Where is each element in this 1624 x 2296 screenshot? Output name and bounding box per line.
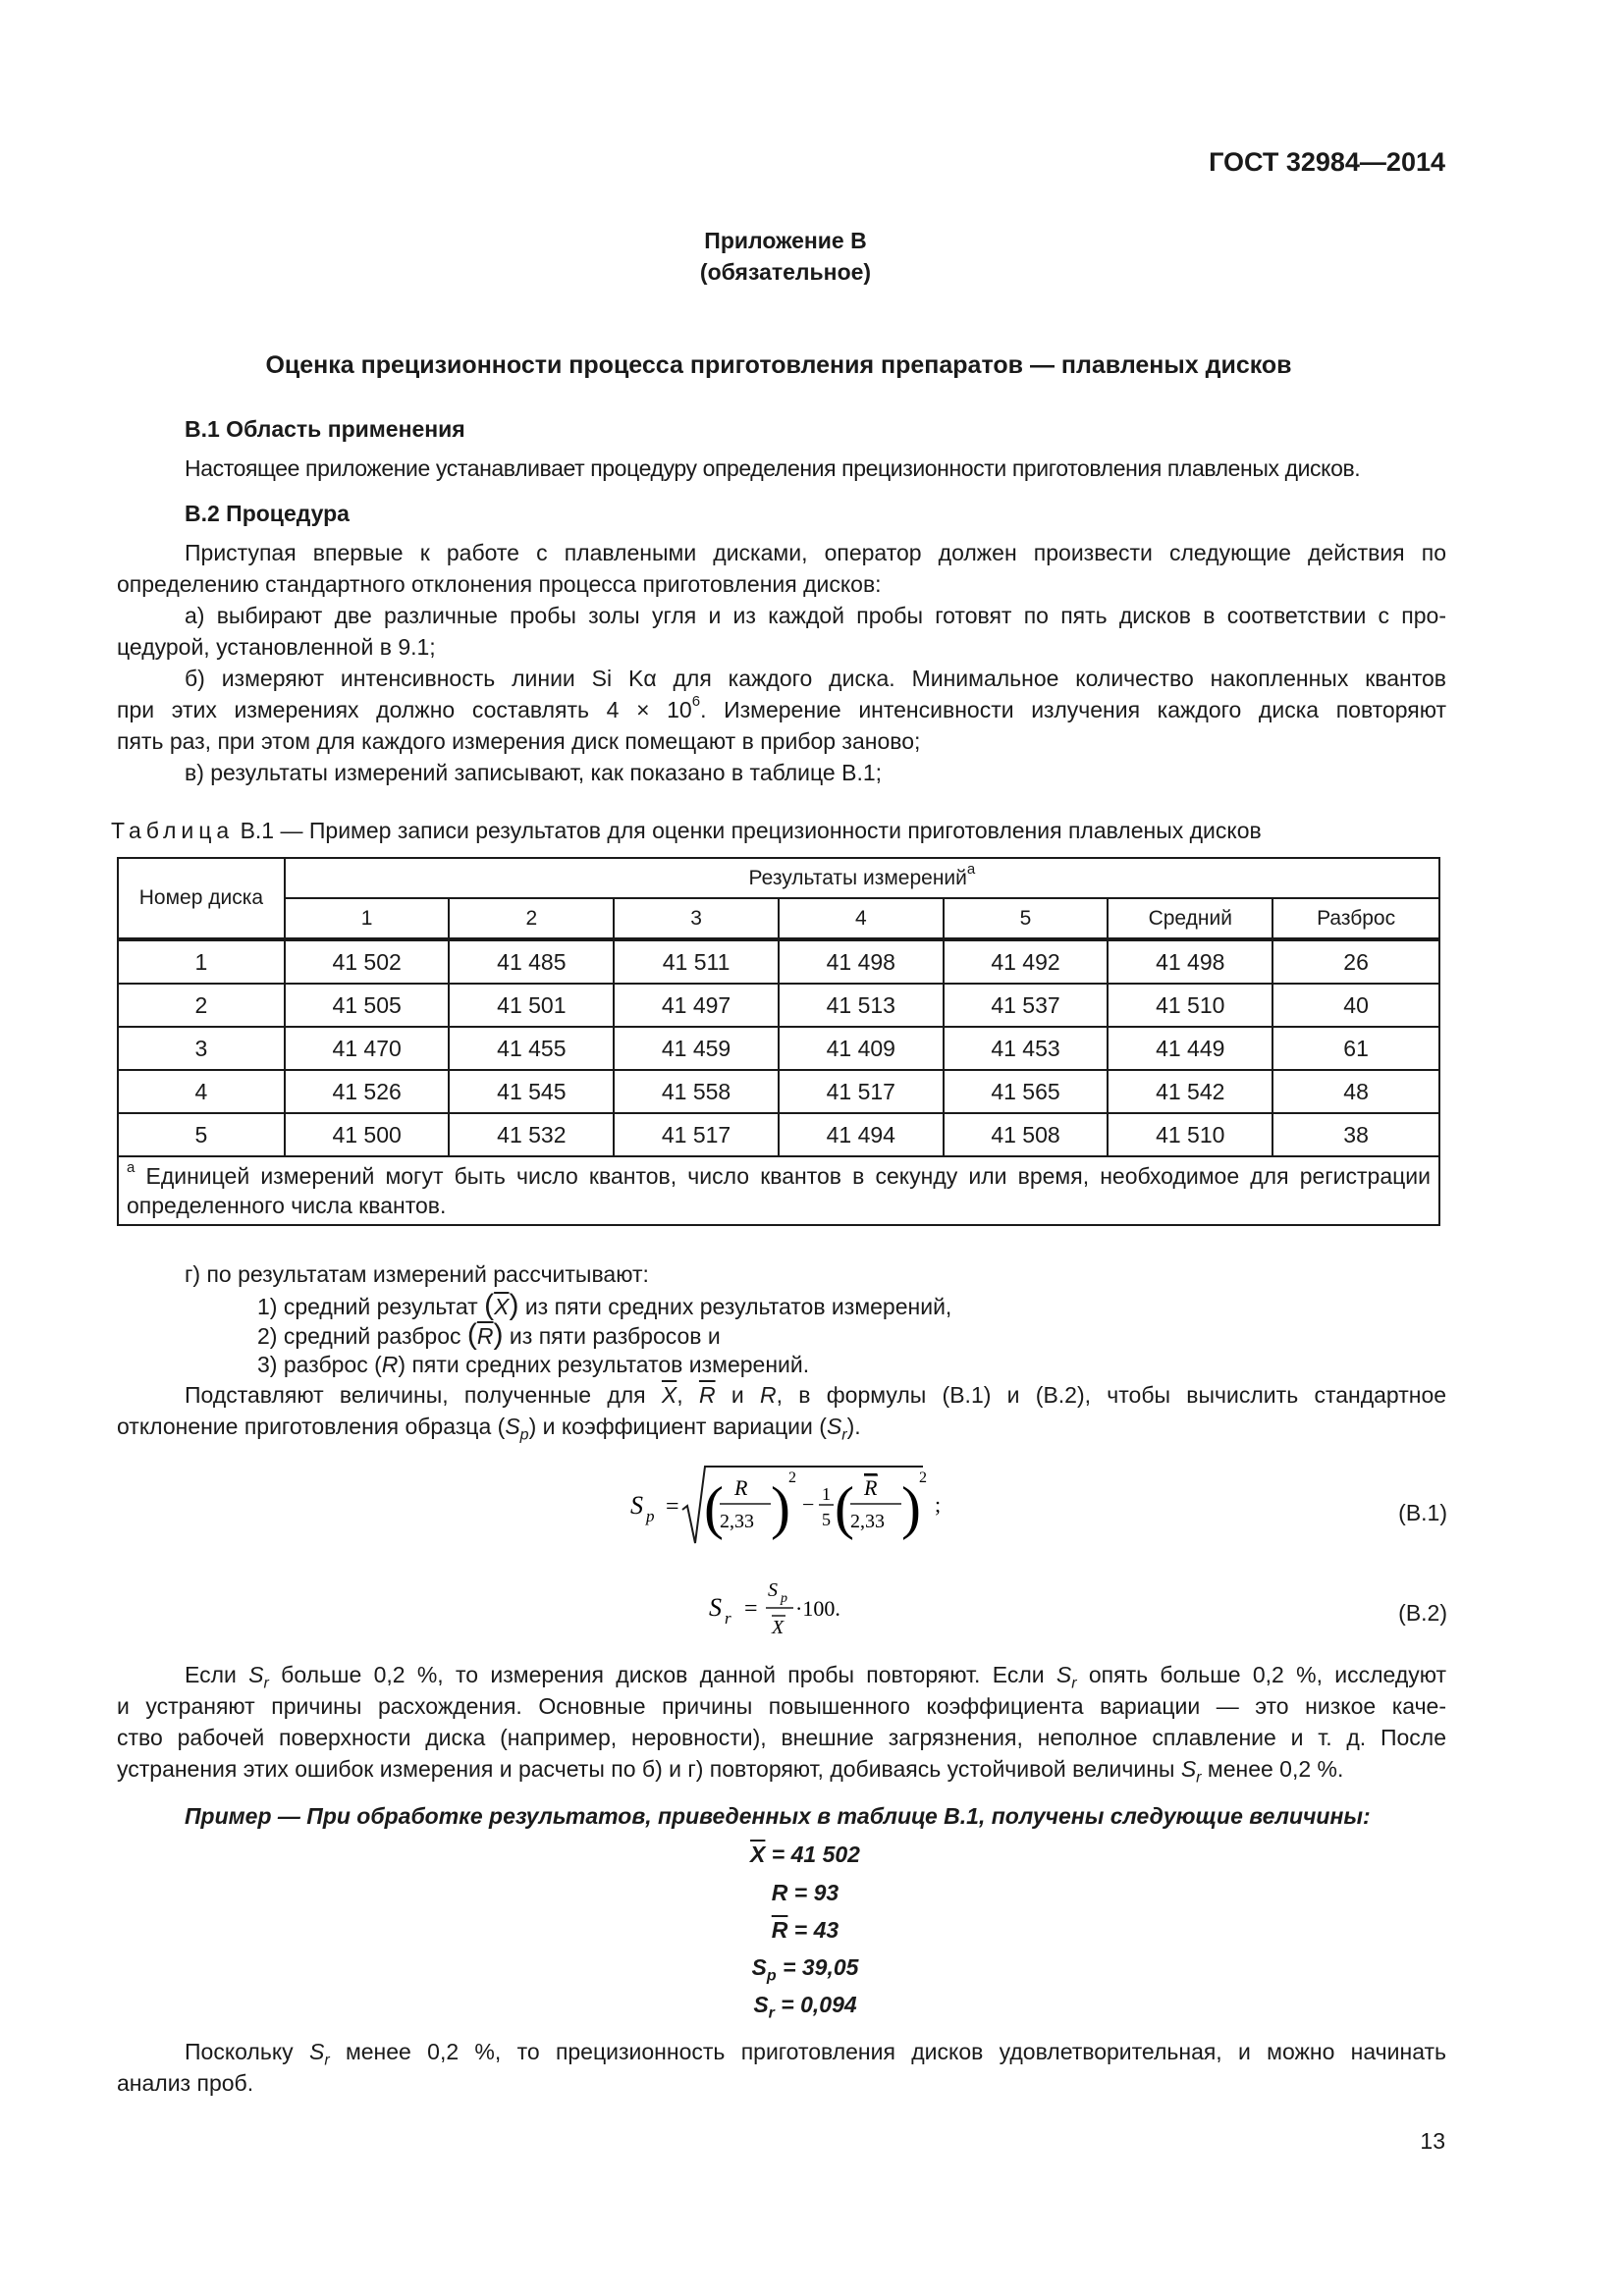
substitution-line-2: отклонение приготовления образца $(S_p)$ и коэффициент вариации $(S_r)$. xyxy=(117,1414,861,1444)
page-number: 13 xyxy=(1420,2128,1445,2154)
formula-b1-k-num: 1 xyxy=(822,1484,831,1504)
table-cell: 41 558 xyxy=(614,1070,779,1113)
item-g-2: 2) средний разброс $(\overline{R})$ из пяти разбросов и xyxy=(257,1318,721,1351)
formula-b1-den2: 2,33 xyxy=(850,1511,885,1532)
table-cell: 41 409 xyxy=(779,1027,944,1070)
table-caption-label: Таблица xyxy=(111,818,235,843)
appendix-title: Приложение В xyxy=(704,228,867,253)
formula-b2-label: (В.2) xyxy=(1398,1600,1447,1626)
subheader-cell: 5 xyxy=(944,898,1109,939)
main-title: Оценка прецизионности процесса приготовления препаратов — плавленых дисков xyxy=(265,351,1292,379)
table-cell: 41 485 xyxy=(449,939,614,984)
table-cell: 26 xyxy=(1272,939,1439,984)
table-cell: 38 xyxy=(1272,1113,1439,1156)
table-row xyxy=(118,1113,1439,1156)
subheader-cell: 1 xyxy=(285,898,450,939)
subheader-range: Разброс xyxy=(1272,898,1439,939)
table-cell: 41 449 xyxy=(1108,1027,1272,1070)
example-value-mean-range: $\overline{R} = 43$ xyxy=(771,1917,839,1943)
paren-left-1: ( xyxy=(704,1475,724,1540)
table-cell: 1 xyxy=(118,939,285,984)
substitution-line-1: Подставляют величины, полученные для $\overline{X}$, $\overline{R}$ и R, в формулы (В.1) и (В.2), чтобы вычислить стандартное xyxy=(185,1382,1447,1408)
item-b-line-2: при этих измерениях должно составлять $4 \times 10^6$. Измерение интенсивности излучения каждого диска повторяют xyxy=(117,693,1446,722)
table-cell: 41 532 xyxy=(449,1113,614,1156)
formula-b2-lhs-sub: r xyxy=(725,1609,731,1628)
formula-b1-label: (В.1) xyxy=(1398,1500,1447,1525)
example-value-range: R = 93 xyxy=(771,1880,839,1905)
formula-b1-minus: − xyxy=(802,1492,815,1517)
table-cell: 41 501 xyxy=(449,984,614,1027)
table-cell: 61 xyxy=(1272,1027,1439,1070)
table-cell: 41 537 xyxy=(944,984,1109,1027)
table-cell: 41 455 xyxy=(449,1027,614,1070)
section-1-heading: В.1 Область применения xyxy=(185,416,465,442)
item-g-3: 3) разброс (R) пяти средних результатов измерений. xyxy=(257,1352,810,1377)
section-1-text: Настоящее приложение устанавливает процедуру определения прецизионности приготовления плавленых дисков. xyxy=(185,455,1361,481)
example-value-sp: $S_p = 39,05$ xyxy=(751,1954,859,1985)
appendix-status: (обязательное) xyxy=(699,259,872,285)
paren-right-2: ) xyxy=(901,1475,921,1540)
table-cell: 41 453 xyxy=(944,1027,1109,1070)
conclusion-line-1: Поскольку $S_r$ менее 0,2 %, то прецизионность приготовления дисков удовлетворительная, и можно начинать xyxy=(185,2039,1447,2069)
after-line-4: устранения этих ошибок измерения и расчеты по б) и г) повторяют, добиваясь устойчивой величины $S_r$ менее 0,2 %. xyxy=(117,1756,1344,1787)
item-a-line-1: а) выбирают две различные пробы золы угля и из каждой пробы готовят по пять дисков в соответствии с про- xyxy=(185,603,1446,628)
formula-b1-num2: R xyxy=(864,1475,878,1500)
table-cell: 41 565 xyxy=(944,1070,1109,1113)
formula-b1 xyxy=(628,1463,952,1551)
subheader-mean: Средний xyxy=(1108,898,1272,939)
results-table xyxy=(117,857,1440,1226)
formula-b2-mult: ·100. xyxy=(795,1596,840,1621)
table-caption xyxy=(111,815,1262,846)
table-subheader-row xyxy=(118,898,1439,939)
table-cell: 5 xyxy=(118,1113,285,1156)
paren-left-2: ( xyxy=(835,1475,854,1540)
after-line-2: и устраняют причины расхождения. Основные причины повышенного коэффициента вариации — это низкое каче- xyxy=(117,1693,1446,1719)
item-b-line-3: пять раз, при этом для каждого измерения диск помещают в прибор заново; xyxy=(117,728,921,754)
table-cell: 48 xyxy=(1272,1070,1439,1113)
example-value-mean: $\overline{X} = 41$ 502 xyxy=(750,1842,860,1867)
table-cell: 41 510 xyxy=(1108,1113,1272,1156)
item-a-line-2: цедурой, установленной в 9.1; xyxy=(117,634,436,660)
subheader-cell: 2 xyxy=(449,898,614,939)
table-footnote: $^a$ Единицей измерений могут быть число квантов, число квантов в секунду или время, необходимое для регистрации определенного числа квантов. xyxy=(118,1156,1439,1225)
formula-b1-k-den: 5 xyxy=(822,1510,831,1529)
table-cell: 40 xyxy=(1272,984,1439,1027)
table-header-row xyxy=(118,858,1439,898)
after-line-3: ство рабочей поверхности диска (например, неровности), внешние загрязнения, неполное сплавление и т. д. После xyxy=(117,1725,1446,1750)
table-cell: 41 497 xyxy=(614,984,779,1027)
formula-b1-graphic xyxy=(628,1463,952,1551)
formula-b2-den: X xyxy=(772,1617,785,1638)
item-g-1: 1) средний результат $(\overline{X})$ из пяти средних результатов измерений, xyxy=(257,1289,952,1321)
table-cell: 2 xyxy=(118,984,285,1027)
formula-b2-eq: = xyxy=(744,1596,758,1622)
table-caption-text: В.1 — Пример записи результатов для оценки прецизионности приготовления плавленых дисков xyxy=(240,818,1262,843)
table-cell: 41 508 xyxy=(944,1113,1109,1156)
header-disk-number: Номер диска xyxy=(118,858,285,939)
formula-b1-den1: 2,33 xyxy=(720,1511,754,1532)
formula-b2-num-sub: p xyxy=(781,1591,787,1606)
item-b-line-1: б) измеряют интенсивность линии Si Kα для каждого диска. Минимальное количество накопленных квантов xyxy=(185,666,1446,691)
example-intro: Пример — При обработке результатов, приведенных в таблице В.1, получены следующие величины: xyxy=(185,1803,1371,1829)
table-cell: 41 502 xyxy=(285,939,450,984)
formula-b1-exp2: 2 xyxy=(919,1469,927,1486)
subheader-cell: 3 xyxy=(614,898,779,939)
table-cell: 41 498 xyxy=(779,939,944,984)
example-value-sr: $S_r = 0,094$ xyxy=(753,1992,857,2022)
table-cell: 41 511 xyxy=(614,939,779,984)
table-cell: 41 498 xyxy=(1108,939,1272,984)
table-row xyxy=(118,939,1439,984)
table-row xyxy=(118,1070,1439,1113)
table-cell: 41 526 xyxy=(285,1070,450,1113)
table-cell: 41 517 xyxy=(779,1070,944,1113)
table-cell: 41 505 xyxy=(285,984,450,1027)
formula-b1-exp1: 2 xyxy=(788,1469,796,1486)
formula-b1-eq: = xyxy=(666,1494,679,1520)
header-measurement-results: Результаты измерений$^a$ xyxy=(285,858,1439,898)
table-row xyxy=(118,984,1439,1027)
formula-b2-graphic xyxy=(707,1571,884,1649)
formula-b2 xyxy=(707,1571,884,1649)
after-line-1: Если $S_r$ больше 0,2 %, то измерения дисков данной пробы повторяют. Если $S_r$ опять больше 0,2 %, исследуют xyxy=(185,1662,1447,1692)
mean-result-symbol: ( xyxy=(484,1289,495,1321)
subheader-cell: 4 xyxy=(779,898,944,939)
standard-number: ГОСТ 32984—2014 xyxy=(1209,147,1445,177)
table-cell: 41 517 xyxy=(614,1113,779,1156)
conclusion-line-2: анализ проб. xyxy=(117,2070,254,2096)
procedure-line-2: определению стандартного отклонения процесса приготовления дисков: xyxy=(117,571,882,597)
formula-b2-num: S xyxy=(768,1579,778,1601)
table-cell: 41 513 xyxy=(779,984,944,1027)
table-cell: 41 510 xyxy=(1108,984,1272,1027)
table-cell: 41 459 xyxy=(614,1027,779,1070)
section-2-heading: В.2 Процедура xyxy=(185,501,350,526)
procedure-line-1: Приступая впервые к работе с плавлеными дисками, оператор должен произвести следующие действия по xyxy=(185,540,1446,565)
table-row xyxy=(118,1027,1439,1070)
table-note-row xyxy=(118,1156,1439,1225)
table-cell: 41 470 xyxy=(285,1027,450,1070)
formula-b1-end: ; xyxy=(935,1492,942,1517)
table-cell: 41 492 xyxy=(944,939,1109,984)
formula-b1-num1: R xyxy=(734,1475,748,1500)
paren-right-1: ) xyxy=(771,1475,790,1540)
formula-b1-lhs: S xyxy=(630,1491,643,1520)
formula-b2-lhs: S xyxy=(709,1593,722,1622)
formula-b1-lhs-sub: p xyxy=(646,1507,655,1525)
item-g-intro: г) по результатам измерений рассчитывают: xyxy=(185,1261,649,1287)
table-cell: 41 494 xyxy=(779,1113,944,1156)
table-cell: 41 545 xyxy=(449,1070,614,1113)
table-cell: 41 500 xyxy=(285,1113,450,1156)
item-c-line: в) результаты измерений записывают, как показано в таблице В.1; xyxy=(185,760,883,785)
table-cell: 4 xyxy=(118,1070,285,1113)
table-cell: 3 xyxy=(118,1027,285,1070)
table-cell: 41 542 xyxy=(1108,1070,1272,1113)
